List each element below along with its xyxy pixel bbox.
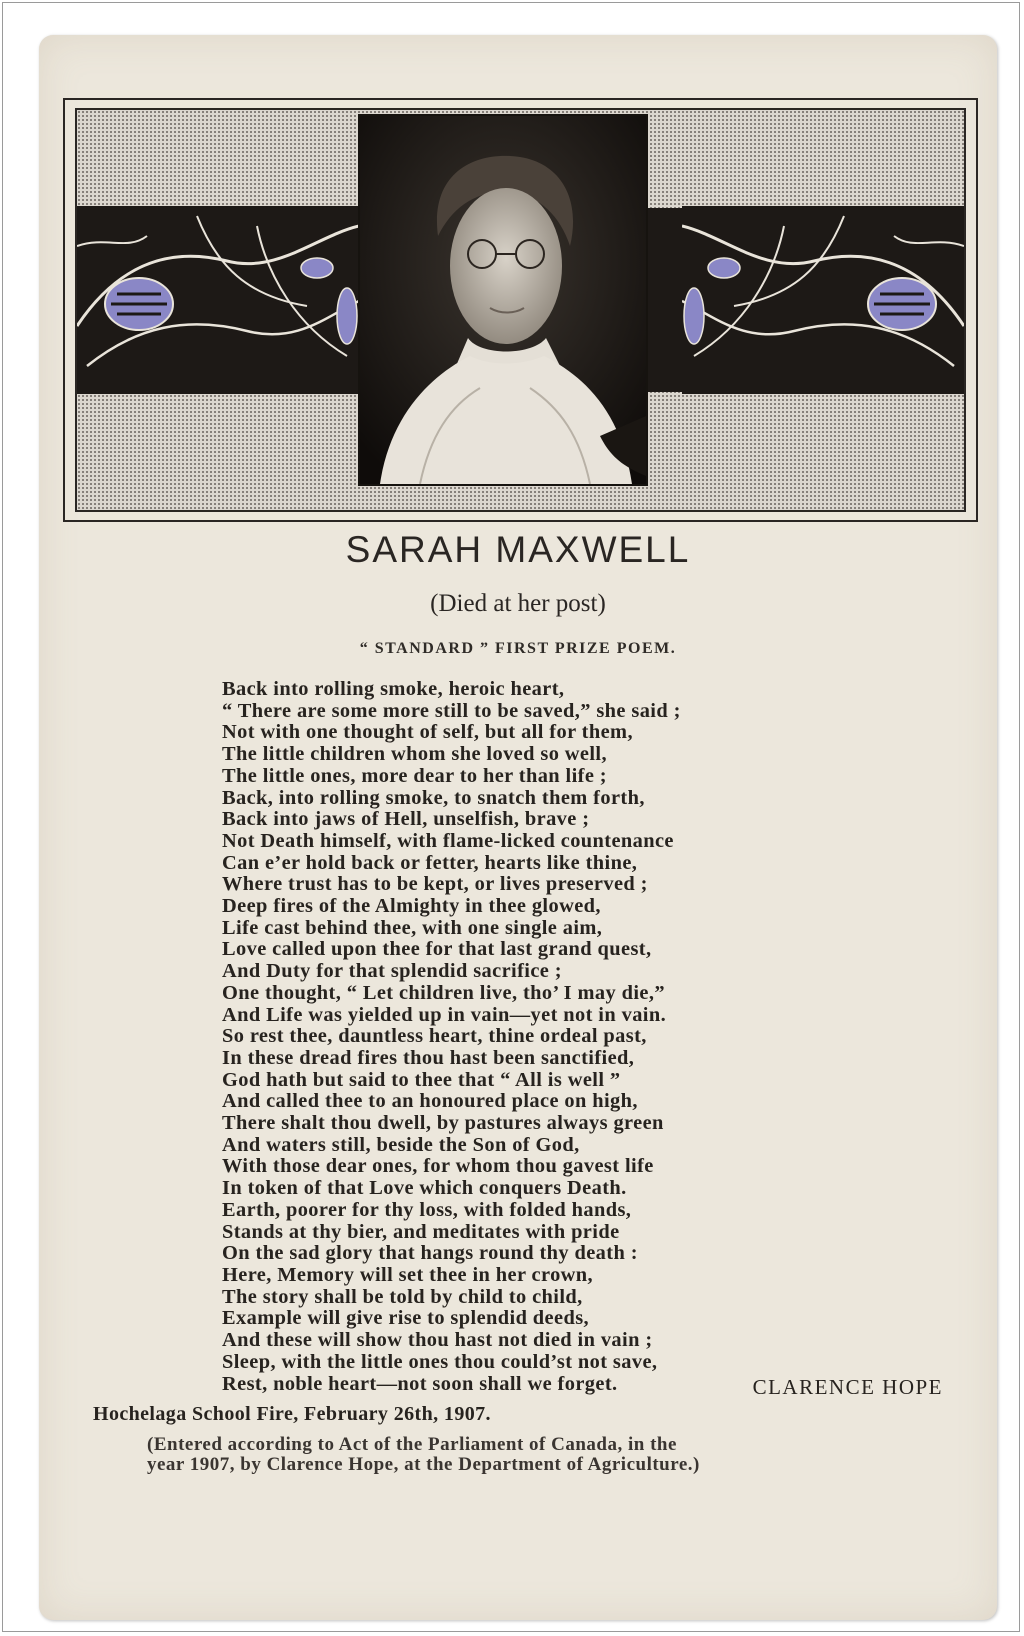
poem-line: Back, into rolling smoke, to snatch them forth, bbox=[222, 786, 645, 809]
card-title: SARAH MAXWELL bbox=[345, 529, 691, 570]
poem-line: Can e’er hold back or fetter, hearts like thine, bbox=[222, 851, 638, 874]
poem-line: Back into rolling smoke, heroic heart, bbox=[222, 678, 565, 700]
poem-line: In these dread fires thou hast been sanctified, bbox=[222, 1046, 635, 1069]
portrait-photo bbox=[358, 114, 648, 486]
copyright-line: (Entered according to Act of the Parliament of Canada, in the bbox=[147, 1434, 677, 1455]
author-name: CLARENCE HOPE bbox=[752, 1375, 943, 1399]
poem-line: And waters still, beside the Son of God, bbox=[222, 1133, 580, 1156]
poem-line: With those dear ones, for whom thou gavest life bbox=[222, 1155, 654, 1178]
header-border bbox=[63, 98, 978, 522]
event-place-date: Hochelaga School Fire, February 26th, 1907. bbox=[93, 1403, 491, 1425]
poem-line: The little ones, more dear to her than life ; bbox=[222, 764, 607, 787]
poem-body bbox=[222, 679, 942, 1395]
poem-line: One thought, “ Let children live, tho’ I may die,” bbox=[222, 981, 665, 1004]
card-subtitle: (Died at her post) bbox=[430, 590, 606, 617]
poem-line: And called thee to an honoured place on high, bbox=[222, 1090, 638, 1113]
leaf-ornament-left-icon bbox=[77, 206, 359, 394]
poem-line: Not with one thought of self, but all for them, bbox=[222, 721, 633, 744]
leaf-ornament-right-icon bbox=[682, 206, 964, 394]
poem-line: Stands at thy bier, and meditates with pride bbox=[222, 1220, 620, 1243]
poem-line: So rest thee, dauntless heart, thine ordeal past, bbox=[222, 1025, 647, 1048]
poem-line: The little children whom she loved so well, bbox=[222, 743, 607, 766]
poem-line: The story shall be told by child to child, bbox=[222, 1285, 583, 1308]
portrait-icon bbox=[360, 116, 646, 484]
poem-line: Example will give rise to splendid deeds, bbox=[222, 1307, 590, 1330]
poem-line: Rest, noble heart—not soon shall we forget. bbox=[222, 1372, 618, 1395]
copyright-notice bbox=[147, 1435, 867, 1475]
image-frame bbox=[2, 2, 1020, 1632]
poem-line: Not Death himself, with flame-licked countenance bbox=[222, 829, 674, 852]
header-panel bbox=[75, 108, 966, 512]
poem-line: And Life was yielded up in vain—yet not in vain. bbox=[222, 1003, 667, 1026]
poem-line: Deep fires of the Almighty in thee glowed, bbox=[222, 895, 601, 918]
poem-line: And Duty for that splendid sacrifice ; bbox=[222, 960, 562, 983]
poem-line: Where trust has to be kept, or lives preserved ; bbox=[222, 873, 648, 896]
poem-line: There shalt thou dwell, by pastures always green bbox=[222, 1112, 664, 1135]
poem-line: Here, Memory will set thee in her crown, bbox=[222, 1263, 594, 1286]
poem-line: In token of that Love which conquers Death. bbox=[222, 1177, 627, 1200]
poem-line: Earth, poorer for thy loss, with folded hands, bbox=[222, 1198, 632, 1221]
prize-heading: “ STANDARD ” FIRST PRIZE POEM. bbox=[359, 640, 677, 657]
poem-line: Sleep, with the little ones thou could’st not save, bbox=[222, 1350, 658, 1373]
poem-line: Life cast behind thee, with one single aim, bbox=[222, 916, 603, 939]
poem-line: On the sad glory that hangs round thy death : bbox=[222, 1242, 638, 1265]
poem-line: And these will show thou hast not died in vain ; bbox=[222, 1329, 653, 1352]
poem-line: Back into jaws of Hell, unselfish, brave ; bbox=[222, 808, 590, 831]
memorial-card bbox=[39, 35, 997, 1620]
poem-line: “ There are some more still to be saved,” she said ; bbox=[222, 699, 681, 722]
poem-line: God hath but said to thee that “ All is well ” bbox=[222, 1068, 621, 1091]
copyright-line: year 1907, by Clarence Hope, at the Department of Agriculture.) bbox=[147, 1454, 700, 1475]
poem-line: Love called upon thee for that last grand quest, bbox=[222, 938, 652, 961]
